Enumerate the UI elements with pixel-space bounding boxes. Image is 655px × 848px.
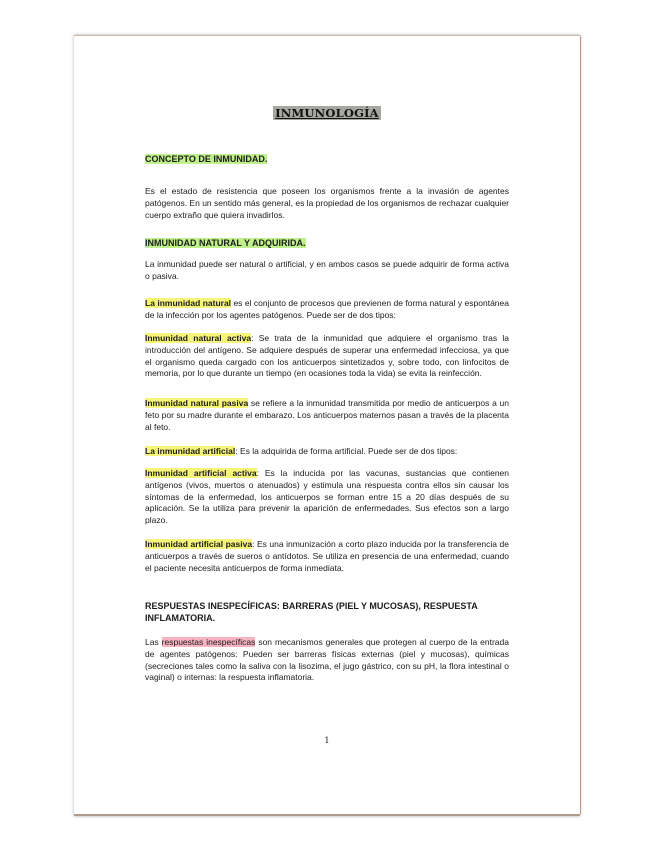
page-number: 1 xyxy=(324,736,330,746)
term-natural-activa: Inmunidad natural activa xyxy=(145,333,252,343)
text-natural-pasiva: se refiere a la inmunidad transmitida por medio de anticuerpos a un feto por su madre durante el embarazo. Los anticuerpos maternos pasan a través de la placenta al feto. xyxy=(145,398,509,432)
term-artificial-activa: Inmunidad artificial activa xyxy=(145,468,257,478)
heading-natural-adquirida-text: INMUNIDAD NATURAL Y ADQUIRIDA. xyxy=(145,238,306,248)
heading-respuestas: RESPUESTAS INESPECÍFICAS: BARRERAS (PIEL Y MUCOSAS), RESPUESTA INFLAMATORIA. xyxy=(145,601,478,623)
heading-natural-adquirida xyxy=(145,237,306,249)
paragraph-artificial xyxy=(145,446,509,458)
text-artificial-pasiva: : Es una inmunización a corto plazo inducida por la transferencia de anticuerpos a través de sueros o antídotos. Se utiliza en presencia de una enfermedad, cuando el paciente necesita anticuerpos de forma inmediata. xyxy=(145,539,509,573)
paragraph-natural-activa xyxy=(145,333,509,380)
heading-concepto-text: CONCEPTO DE INMUNIDAD. xyxy=(145,154,268,164)
text-respuestas-pre: Las xyxy=(145,637,162,647)
paragraph-respuestas xyxy=(145,637,509,684)
term-artificial-pasiva: Inmunidad artificial pasiva xyxy=(145,539,253,549)
paragraph-natural-intro: La inmunidad puede ser natural o artificial, y en ambos casos se puede adquirir de forma activa o pasiva. xyxy=(145,259,509,281)
paragraph-natural-def xyxy=(145,298,509,322)
heading-concepto xyxy=(145,153,267,165)
term-respuestas-inespecificas: respuestas inespecíficas xyxy=(161,637,256,647)
term-natural-pasiva: Inmunidad natural pasiva xyxy=(145,398,249,408)
text-inmunidad-artificial: : Es la adquirida de forma artificial. Puede ser de dos tipos: xyxy=(235,446,458,456)
text-inmunidad-natural: es el conjunto de procesos que previenen de forma natural y espontánea de la infección por los agentes patógenos. Puede ser de dos tipos: xyxy=(145,298,509,320)
document-page xyxy=(74,35,580,816)
page-title xyxy=(145,108,509,120)
term-inmunidad-artificial: La inmunidad artificial xyxy=(145,446,236,456)
text-artificial-activa: : Es la inducida por las vacunas, sustancias que contienen antígenos (vivos, muertos o atenuados) y estimula una respuesta contra ellos sin causar los síntomas de la enfermedad, los anticuerpos se forman entre 15 a 20 días después de su aplicación. Se la utiliza para prevenir la aparición de enfermedades. Sus efectos son a largo plazo. xyxy=(145,468,509,526)
page-title-text: INMUNOLOGÍA xyxy=(275,106,379,120)
text-respuestas: son mecanismos generales que protegen al cuerpo de la entrada de agentes patógenos: Pueden ser barreras físicas externas (piel y mucosas), químicas (secreciones tales como la saliva con la lisozima, el jugo gástrico, con su pH, la flora intestinal o vaginal) o internas: la respuesta inflamatoria. xyxy=(145,637,509,683)
text-natural-activa: : Se trata de la inmunidad que adquiere el organismo tras la introducción del antígeno. Se adquiere después de superar una enfermedad infecciosa, ya que el organismo queda cargado con los anticuerpos sintetizados y, sobre todo, con linfocitos de memoria, por lo que durante un tiempo (en ocasiones toda la vida) se evita la reinfección. xyxy=(145,333,509,379)
paragraph-artificial-pasiva xyxy=(145,539,509,574)
paragraph-natural-pasiva xyxy=(145,398,509,433)
term-inmunidad-natural: La inmunidad natural xyxy=(145,298,232,308)
paragraph-artificial-activa xyxy=(145,468,509,527)
paragraph-concepto: Es el estado de resistencia que poseen los organismos frente a la invasión de agentes patógenos. En un sentido más general, es la propiedad de los organismos de rechazar cualquier cuerpo extraño que quiera invadirlos. xyxy=(145,186,509,220)
